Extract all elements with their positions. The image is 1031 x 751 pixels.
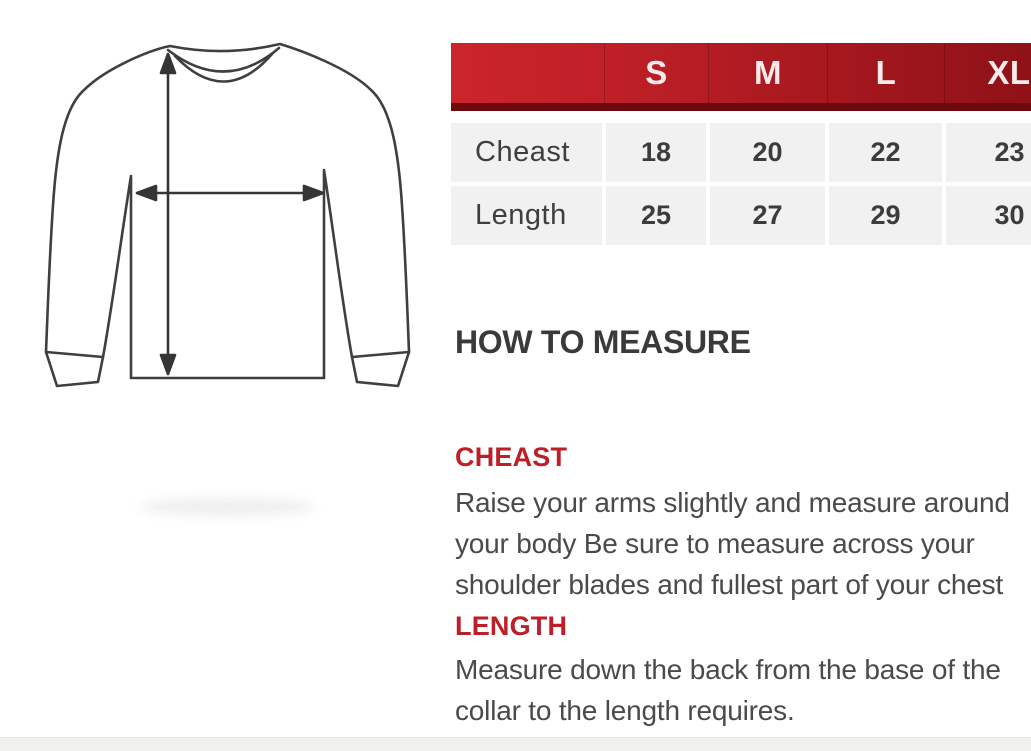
length-value-m: 27: [710, 186, 825, 245]
chest-value-s: 18: [606, 123, 706, 182]
row-label-chest: Cheast: [451, 123, 602, 182]
chest-text-line-2: your body Be sure to measure across your: [455, 528, 975, 559]
shirt-shadow: [140, 498, 315, 516]
chest-text-line-1: Raise your arms slightly and measure around: [455, 487, 1010, 518]
length-value-l: 29: [829, 186, 942, 245]
chest-value-l: 22: [829, 123, 942, 182]
header-cell-size-s: S: [604, 43, 708, 103]
table-row-length: [451, 186, 1031, 245]
table-row-chest: [451, 123, 1031, 182]
header-cell-empty: [451, 43, 604, 103]
chest-section-text: [455, 482, 1031, 605]
how-to-measure-title: HOW TO MEASURE: [455, 324, 751, 360]
length-value-s: 25: [606, 186, 706, 245]
header-cell-size-xl: XL: [944, 43, 1031, 103]
shirt-measurement-diagram: [0, 0, 440, 560]
row-label-length: Length: [451, 186, 602, 245]
length-section-heading: LENGTH: [455, 611, 568, 641]
header-cell-size-l: L: [827, 43, 944, 103]
size-chart-table: [451, 43, 1031, 245]
length-text-line-1: Measure down the back from the base of the: [455, 654, 1001, 685]
length-text-line-2: collar to the length requires.: [455, 695, 795, 726]
chest-text-line-3: shoulder blades and fullest part of your chest: [455, 569, 1004, 600]
length-section-text: [455, 649, 1031, 731]
header-cell-size-m: M: [708, 43, 827, 103]
chest-section-heading: CHEAST: [455, 442, 568, 472]
bottom-divider-band: [0, 737, 1031, 751]
chest-value-xl: 23: [946, 123, 1031, 182]
shirt-outline: [0, 0, 440, 560]
chest-value-m: 20: [710, 123, 825, 182]
size-chart-header-row: [451, 43, 1031, 111]
length-value-xl: 30: [946, 186, 1031, 245]
